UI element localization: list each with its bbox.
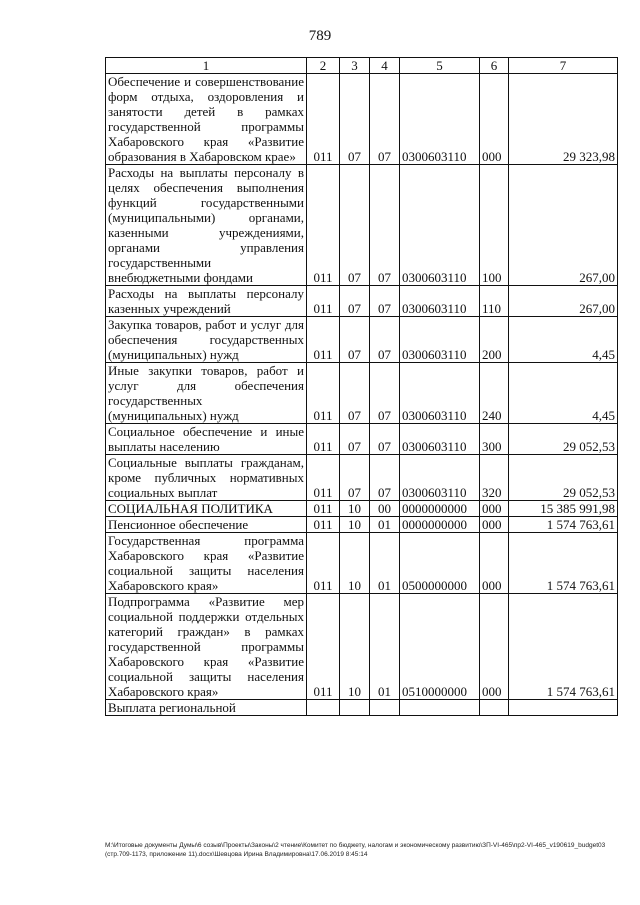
row-name: СОЦИАЛЬНАЯ ПОЛИТИКА — [108, 501, 273, 516]
row-name-cell — [106, 317, 307, 363]
table-row — [106, 424, 618, 455]
cell-c6 — [480, 700, 509, 716]
cell-c6: 240 — [480, 363, 509, 424]
row-name-cell — [106, 363, 307, 424]
row-name: Пенсионное обеспечение — [108, 517, 249, 532]
cell-c4: 07 — [370, 455, 400, 501]
table-header-row — [106, 58, 618, 74]
cell-c3: 07 — [340, 455, 370, 501]
column-header: 7 — [509, 58, 618, 74]
cell-c4 — [370, 700, 400, 716]
cell-c2: 011 — [307, 501, 340, 517]
cell-c7: 267,00 — [509, 286, 618, 317]
cell-c7: 29 052,53 — [509, 455, 618, 501]
table-row — [106, 700, 618, 716]
cell-c5: 0510000000 — [400, 594, 480, 700]
cell-c5: 0000000000 — [400, 501, 480, 517]
cell-c5 — [400, 700, 480, 716]
row-name: Социальные выплаты гражданам, кроме публичных нормативных социальных выплат — [108, 455, 304, 500]
cell-c3 — [340, 700, 370, 716]
row-name-cell — [106, 700, 307, 716]
cell-c2: 011 — [307, 533, 340, 594]
cell-c4: 00 — [370, 501, 400, 517]
cell-c6: 000 — [480, 594, 509, 700]
cell-c6: 110 — [480, 286, 509, 317]
cell-c6: 200 — [480, 317, 509, 363]
cell-c3: 07 — [340, 165, 370, 286]
row-name-cell — [106, 533, 307, 594]
cell-c3: 10 — [340, 517, 370, 533]
row-name: Социальное обеспечение и иные выплаты населению — [108, 424, 304, 454]
cell-c7: 1 574 763,61 — [509, 533, 618, 594]
table-row — [106, 517, 618, 533]
budget-table — [105, 57, 618, 716]
row-name-cell — [106, 594, 307, 700]
row-name-cell — [106, 286, 307, 317]
row-name: Обеспечение и совершенствование форм отдыха, оздоровления и занятости детей в рамках государственной программы Хабаровского края «Развитие образования в Хабаровском крае» — [108, 74, 304, 164]
cell-c7: 4,45 — [509, 317, 618, 363]
cell-c4: 01 — [370, 533, 400, 594]
cell-c5: 0300603110 — [400, 363, 480, 424]
row-name-cell — [106, 74, 307, 165]
cell-c3: 07 — [340, 286, 370, 317]
cell-c6: 000 — [480, 517, 509, 533]
cell-c5: 0300603110 — [400, 286, 480, 317]
cell-c5: 0300603110 — [400, 74, 480, 165]
cell-c2: 011 — [307, 165, 340, 286]
cell-c7 — [509, 700, 618, 716]
cell-c3: 10 — [340, 501, 370, 517]
cell-c6: 000 — [480, 501, 509, 517]
column-header: 4 — [370, 58, 400, 74]
table-row — [106, 533, 618, 594]
cell-c5: 0300603110 — [400, 165, 480, 286]
cell-c3: 10 — [340, 533, 370, 594]
cell-c6: 320 — [480, 455, 509, 501]
document-footer-path: M:\Итоговые документы Думы\6 созыв\Проекты\Законы\2 чтение\Комитет по бюджету, налогам и экономическому развитию\ЗП-VI-465\пр2-VI-465_v190619_budget03 (стр.709-1173, приложение 11).docx\Шевцова Ирина Владимировна\17.06.2019 8:45:14 — [105, 842, 606, 858]
cell-c6: 100 — [480, 165, 509, 286]
cell-c5: 0300603110 — [400, 317, 480, 363]
cell-c2 — [307, 700, 340, 716]
cell-c4: 01 — [370, 594, 400, 700]
cell-c3: 07 — [340, 363, 370, 424]
table-row — [106, 74, 618, 165]
cell-c2: 011 — [307, 594, 340, 700]
cell-c3: 10 — [340, 594, 370, 700]
cell-c3: 07 — [340, 74, 370, 165]
cell-c2: 011 — [307, 424, 340, 455]
table-row — [106, 501, 618, 517]
table-row — [106, 594, 618, 700]
cell-c7: 1 574 763,61 — [509, 594, 618, 700]
cell-c4: 01 — [370, 517, 400, 533]
table-row — [106, 455, 618, 501]
cell-c2: 011 — [307, 455, 340, 501]
cell-c4: 07 — [370, 424, 400, 455]
cell-c7: 4,45 — [509, 363, 618, 424]
page-number: 789 — [308, 28, 332, 44]
table-row — [106, 165, 618, 286]
row-name: Расходы на выплаты персоналу в целях обеспечения выполнения функций государственными (муниципальными) органами, казенными учреждениями, органами управления государственными внебюджетными фондами — [108, 165, 304, 285]
row-name-cell — [106, 517, 307, 533]
cell-c4: 07 — [370, 286, 400, 317]
cell-c5: 0000000000 — [400, 517, 480, 533]
cell-c4: 07 — [370, 317, 400, 363]
cell-c5: 0500000000 — [400, 533, 480, 594]
cell-c5: 0300603110 — [400, 455, 480, 501]
column-header: 1 — [106, 58, 307, 74]
row-name: Иные закупки товаров, работ и услуг для обеспечения государственных (муниципальных) нужд — [108, 363, 304, 423]
cell-c4: 07 — [370, 363, 400, 424]
cell-c2: 011 — [307, 74, 340, 165]
cell-c6: 000 — [480, 533, 509, 594]
cell-c7: 1 574 763,61 — [509, 517, 618, 533]
row-name-cell — [106, 165, 307, 286]
cell-c3: 07 — [340, 424, 370, 455]
cell-c5: 0300603110 — [400, 424, 480, 455]
column-header: 6 — [480, 58, 509, 74]
row-name: Закупка товаров, работ и услуг для обеспечения государственных (муниципальных) нужд — [108, 317, 304, 362]
row-name: Государственная программа Хабаровского края «Развитие социальной защиты населения Хабаровского края» — [108, 533, 304, 593]
cell-c2: 011 — [307, 286, 340, 317]
cell-c7: 15 385 991,98 — [509, 501, 618, 517]
column-header: 5 — [400, 58, 480, 74]
cell-c2: 011 — [307, 517, 340, 533]
table-row — [106, 317, 618, 363]
cell-c4: 07 — [370, 165, 400, 286]
row-name: Выплата региональной — [108, 700, 236, 715]
row-name: Расходы на выплаты персоналу казенных учреждений — [108, 286, 304, 316]
cell-c7: 267,00 — [509, 165, 618, 286]
cell-c2: 011 — [307, 317, 340, 363]
cell-c3: 07 — [340, 317, 370, 363]
row-name-cell — [106, 455, 307, 501]
row-name-cell — [106, 501, 307, 517]
cell-c6: 000 — [480, 74, 509, 165]
row-name-cell — [106, 424, 307, 455]
row-name: Подпрограмма «Развитие мер социальной поддержки отдельных категорий граждан» в рамках государственной программы Хабаровского края «Развитие социальной защиты населения Хабаровского края» — [108, 594, 304, 699]
cell-c4: 07 — [370, 74, 400, 165]
table-row — [106, 286, 618, 317]
column-header: 2 — [307, 58, 340, 74]
cell-c7: 29 052,53 — [509, 424, 618, 455]
cell-c6: 300 — [480, 424, 509, 455]
cell-c7: 29 323,98 — [509, 74, 618, 165]
cell-c2: 011 — [307, 363, 340, 424]
table-row — [106, 363, 618, 424]
column-header: 3 — [340, 58, 370, 74]
